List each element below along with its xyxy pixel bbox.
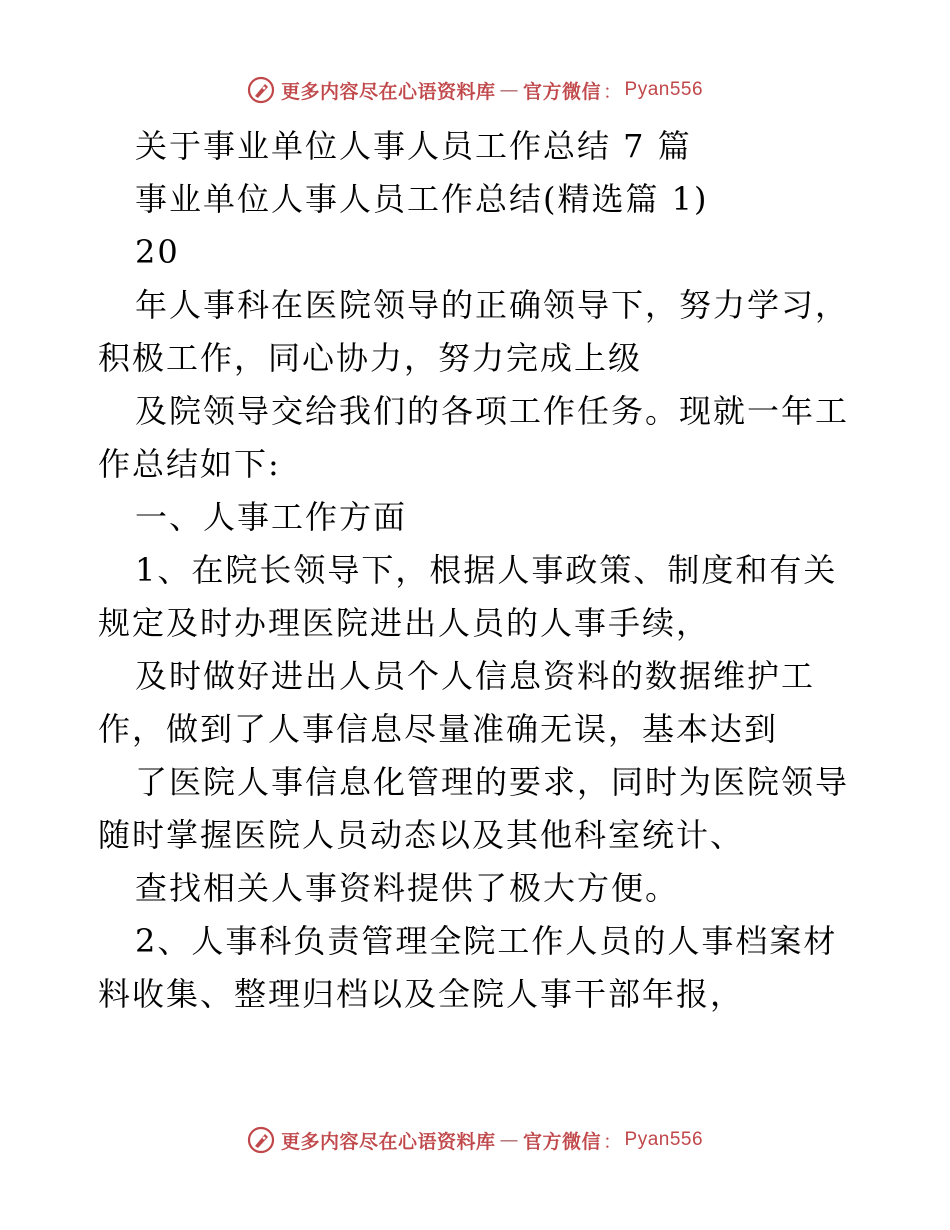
wechat-label: 官方微信 [522, 1130, 601, 1153]
paragraph-line: 随时掌握医院人员动态以及其他科室统计、 [98, 816, 745, 854]
document-title: 关于事业单位人事人员工作总结 7 篇 [135, 127, 692, 165]
header-watermark-banner [0, 70, 950, 110]
paragraph-line: 料收集、整理归档以及全院人事干部年报， [98, 975, 745, 1013]
paragraph-line: 作，做到了人事信息尽量准确无误，基本达到 [98, 710, 779, 748]
subsection-heading: 一、人事工作方面 [135, 498, 408, 536]
site-name: 更多内容尽在心语资料库 [280, 80, 496, 103]
banner-dash: — [499, 79, 519, 101]
paragraph-line: 1、在院长领导下，根据人事政策、制度和有关 [135, 551, 838, 589]
paragraph-line: 及时做好进出人员个人信息资料的数据维护工 [135, 657, 816, 695]
banner-dash: — [499, 1129, 519, 1151]
paragraph-line: 2、人事科负责管理全院工作人员的人事档案材 [135, 922, 838, 960]
paragraph-line: 积极工作，同心协力，努力完成上级 [98, 339, 643, 377]
paragraph-line: 20 [135, 233, 180, 271]
paragraph-line: 年人事科在医院领导的正确领导下，努力学习， [135, 286, 850, 324]
wechat-account: Pyan556 [624, 1129, 704, 1150]
paragraph-line: 作总结如下: [98, 445, 281, 483]
paragraph-line: 规定及时办理医院进出人员的人事手续， [98, 604, 711, 642]
pen-nib-logo-icon [247, 1126, 275, 1154]
paragraph-line: 查找相关人事资料提供了极大方便。 [135, 869, 680, 907]
wechat-account: Pyan556 [624, 79, 704, 100]
paragraph-line: 及院领导交给我们的各项工作任务。现就一年工 [135, 392, 850, 430]
banner-colon: ： [603, 80, 623, 103]
pen-nib-logo-icon [247, 76, 275, 104]
paragraph-line: 了医院人事信息化管理的要求，同时为医院领导 [135, 763, 850, 801]
site-name: 更多内容尽在心语资料库 [280, 1130, 496, 1153]
document-body [98, 120, 858, 1021]
section-heading: 事业单位人事人员工作总结(精选篇 1) [135, 180, 709, 218]
wechat-label: 官方微信 [522, 80, 601, 103]
banner-colon: ： [603, 1130, 623, 1153]
footer-watermark-banner [0, 1120, 950, 1160]
